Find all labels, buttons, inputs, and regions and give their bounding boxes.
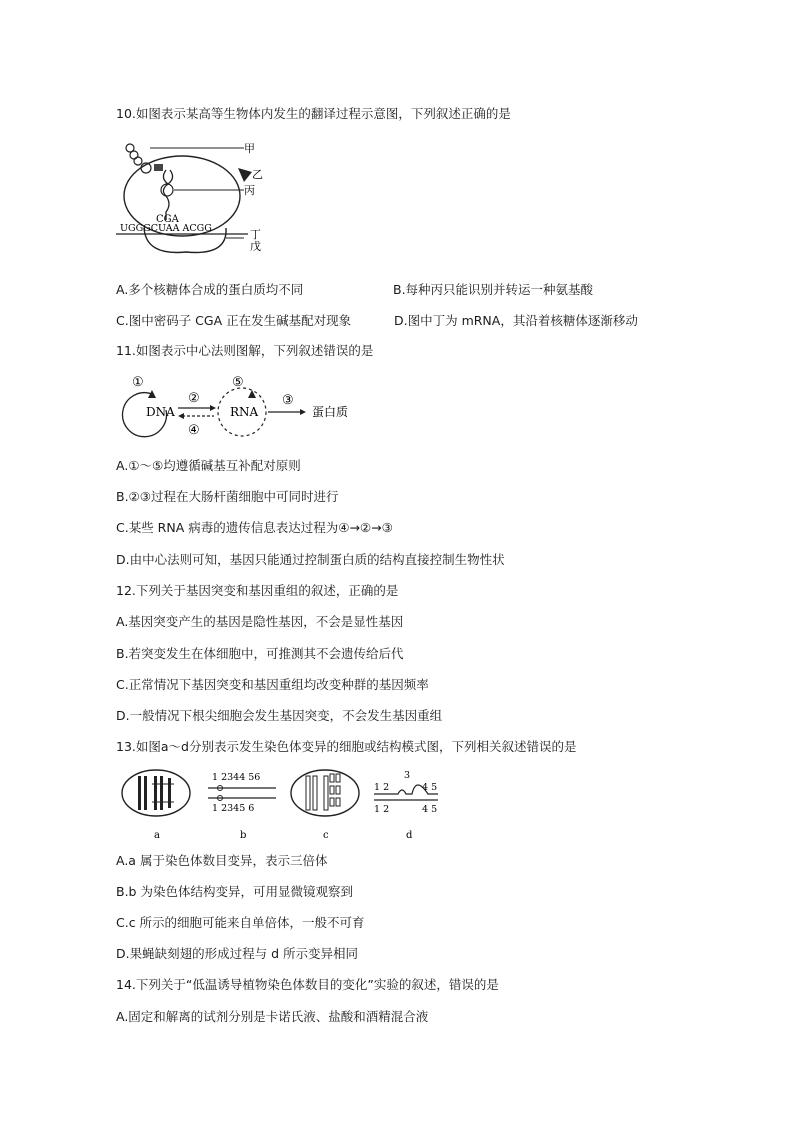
- d-top-right: 4 5: [422, 782, 438, 793]
- label-4: ④: [188, 423, 200, 438]
- label-wu: 戊: [250, 240, 261, 253]
- q13-option-b[interactable]: B.b 为染色体结构变异，可用显微镜观察到: [116, 884, 353, 899]
- caption-a: a: [154, 830, 160, 841]
- b-top-sequence: 1 2344 56: [212, 772, 261, 783]
- caption-b: b: [240, 830, 247, 841]
- amino-acid-bead: [134, 157, 142, 165]
- mrna-sequence: UGGGCUAA ACGG: [120, 223, 212, 234]
- translation-arrow-icon: [300, 409, 306, 415]
- label-rna: RNA: [230, 405, 259, 419]
- label-3: ③: [282, 393, 294, 408]
- translation-diagram: [116, 138, 276, 258]
- d-bottom-left: 1 2: [374, 804, 390, 815]
- label-bing: 丙: [244, 184, 255, 197]
- q12-stem: 12.下列关于基因突变和基因重组的叙述，正确的是: [116, 583, 399, 598]
- reverse-transcription-arrow-icon: [178, 413, 184, 419]
- q11-option-b[interactable]: B.②③过程在大肠杆菌细胞中可同时进行: [116, 489, 339, 504]
- q10-option-a[interactable]: A.多个核糖体合成的蛋白质均不同: [116, 282, 304, 297]
- b-bottom-sequence: 1 2345 6: [212, 803, 255, 814]
- central-dogma-diagram: [116, 372, 366, 442]
- label-yi: 乙: [252, 168, 263, 181]
- d-top-mid: 3: [404, 770, 411, 781]
- caption-d: d: [406, 830, 413, 841]
- q13-option-a[interactable]: A.a 属于染色体数目变异，表示三倍体: [116, 853, 328, 868]
- label-5: ⑤: [232, 375, 244, 390]
- transcription-arrow-icon: [210, 405, 216, 411]
- label-dna: DNA: [146, 405, 175, 419]
- caption-c: c: [323, 830, 329, 841]
- q11-stem: 11.如图表示中心法则图解，下列叙述错误的是: [116, 343, 374, 358]
- label-1: ①: [132, 375, 144, 390]
- amino-acid-bead: [154, 164, 163, 171]
- label-jia: 甲: [244, 142, 255, 155]
- d-top-left: 1 2: [374, 782, 390, 793]
- label-protein: 蛋白质: [312, 405, 349, 419]
- q13-option-d[interactable]: D.果蝇缺刻翅的形成过程与 d 所示变异相同: [116, 946, 358, 961]
- q12-option-b[interactable]: B.若突变发生在体细胞中，可推测其不会遗传给后代: [116, 646, 404, 661]
- d-bottom-right: 4 5: [422, 804, 438, 815]
- q12-option-a[interactable]: A.基因突变产生的基因是隐性基因，不会是显性基因: [116, 614, 404, 629]
- chromosome-variation-diagram: [116, 766, 456, 844]
- q11-option-d[interactable]: D.由中心法则可知，基因只能通过控制蛋白质的结构直接控制生物性状: [116, 552, 505, 567]
- q10-option-c[interactable]: C.图中密码子 CGA 正在发生碱基配对现象: [116, 313, 352, 328]
- q12-option-d[interactable]: D.一般情况下根尖细胞会发生基因突变，不会发生基因重组: [116, 708, 443, 723]
- q10-stem: 10.如图表示某高等生物体内发生的翻译过程示意图，下列叙述正确的是: [116, 106, 511, 121]
- q14-option-a[interactable]: A.固定和解离的试剂分别是卡诺氏液、盐酸和酒精混合液: [116, 1009, 429, 1024]
- label-2: ②: [188, 391, 200, 406]
- q14-stem: 14.下列关于“低温诱导植物染色体数目的变化”实验的叙述，错误的是: [116, 977, 499, 992]
- q10-option-b[interactable]: B.每种丙只能识别并转运一种氨基酸: [393, 282, 594, 297]
- anticodon-label: CGA: [156, 214, 179, 225]
- q13-option-c[interactable]: C.c 所示的细胞可能来自单倍体，一般不可育: [116, 915, 365, 930]
- cell-c: [291, 770, 359, 816]
- q10-option-d[interactable]: D.图中丁为 mRNA，其沿着核糖体逐渐移动: [394, 313, 638, 328]
- q11-option-a[interactable]: A.①～⑤均遵循碱基互补配对原则: [116, 458, 301, 473]
- arrow-icon: [238, 168, 252, 182]
- q13-stem: 13.如图a～d分别表示发生染色体变异的细胞或结构模式图，下列相关叙述错误的是: [116, 739, 577, 754]
- q11-option-c[interactable]: C.某些 RNA 病毒的遗传信息表达过程为④→②→③: [116, 520, 393, 535]
- q12-option-c[interactable]: C.正常情况下基因突变和基因重组均改变种群的基因频率: [116, 677, 429, 692]
- label-ding: 丁: [250, 228, 261, 241]
